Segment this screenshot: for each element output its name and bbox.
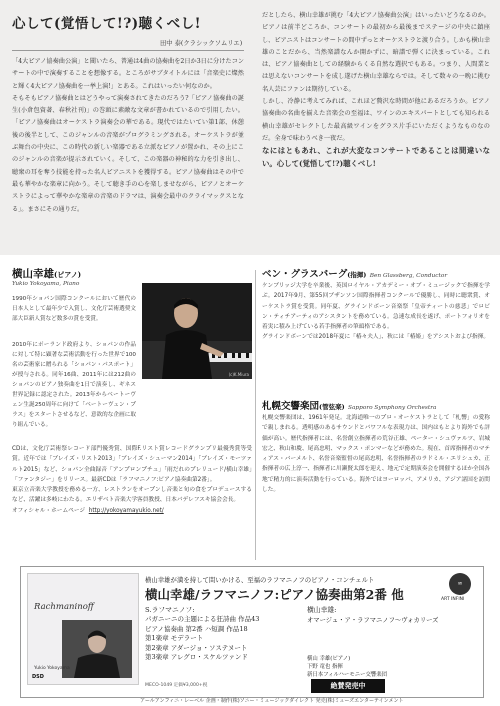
ad-catalog: MECO-1049 定価¥3,000+税	[145, 683, 208, 688]
cover-portrait-image	[62, 620, 132, 678]
track-item: 第3楽章 アレグロ・スケルツァンド	[145, 653, 248, 661]
credit-line: 横山 幸雄(ピアノ)	[307, 656, 351, 662]
on-sale-badge: 絶賛発売中	[311, 679, 385, 693]
essay-author: 田中 泰(クラシックソムリエ)	[160, 40, 243, 47]
essay-column-2	[262, 10, 490, 170]
artist-bio-paragraph: 東京立音楽大学教授を務める一方、レストランをオープンし音楽と旬の食をプロデュースするなど、活躍は多岐にわたる。エリザベト音楽大学客員教授、日本パデレフスキ協会会長。	[12, 487, 252, 504]
cover-artist: Yukio Yokoyama	[34, 666, 70, 671]
track-item: 第2楽章 アダージョ・ソステヌート	[145, 643, 248, 652]
essay-column-1	[12, 56, 244, 216]
conductor-name-en: Ben Glassberg, Conductor	[369, 273, 448, 279]
artist-bio-paragraph: CDは、文化庁芸術祭レコード部門優秀賞、国際F.リスト賞レコードグランプリ最優秀賞等受賞。近年では「ブレイズ・リスト2013」「ブレイズ・シューマン2014」「ブレイズ・モーツァルト2015」など、ショパン全曲録音「アンプロンプチュ」「雨だれのプレリュード/横山幸雄」「ファンタジー」をリリース。最新CDは「ラフマニノフ:ピアノ協奏曲第2番」。	[12, 446, 252, 483]
artist-heading	[12, 266, 81, 281]
disc-logo: DSD	[32, 674, 44, 680]
orchestra-bio-paragraph: 札幌交響楽団は、1961年発足。北海道唯一のプロ・オーケストラとして「札響」の愛称で親しまれる。透明感のあるサウンドとパワフルな表現力は、国内はもとより海外でも評価が高い。歴代指揮者には、名誉創立指揮者の荒谷正雄、ペーター・シュヴァルツ、岩城宏之、秋山和慶、尾高忠明、マックス・ポンマーなどが務めた。現在、首席指揮者のマティアス・バーメルト、名誉音楽監督の尾高忠明、名誉指揮者のラドミル・エリシュカ、正指揮者の広上淳一、指揮者に川瀬賢太郎を迎え、地元で定期演奏会を開催するほか全国各地で精力的に演奏活動を行っている。海外ではヨーロッパ、アメリカ、アジア諸国を訪問した。	[262, 415, 490, 494]
artist-name-en: Yukio Yokoyama, Piano	[12, 281, 80, 287]
artist-name: 横山幸雄	[12, 268, 54, 280]
column-divider	[255, 270, 256, 560]
ad-track-list	[145, 615, 259, 663]
cover-title: Rachmaninoff	[34, 602, 94, 612]
website-label: オフィシャル・ホームページ	[12, 507, 86, 514]
title-divider	[12, 50, 244, 51]
art-infini-logo-icon: ∞	[449, 573, 471, 595]
conductor-bio-paragraph: ケンブリッジ大学を卒業後、英国ロイヤル・アカデミー・オブ・ミュージックで指揮を学ぶ。2017年9月、第55回ブザンソン国際指揮者コンクールで優勝し、同時に聴衆賞、オーケストラ賞を受賞。同年夏、グラインドボーン音楽祭「皇帝ティートの慈悲」でロビン・ティチアーティのアシスタントを務めている。急速な成長を遂げ、ポートフォリオを着実に積み上げている若手指揮者の筆頭格である。	[262, 283, 490, 331]
orchestra-name: 札幌交響楽団	[262, 401, 320, 412]
track-item: ピアノ協奏曲 第2番 ハ短調 作品18	[145, 624, 248, 633]
conductor-heading	[262, 266, 447, 280]
ad-footer: アールアンフィニ・レーベル 企画・制作(株)ソニー・ミュージックダイレクト 発売(株)ミューズエンターテインメント	[140, 698, 404, 704]
cd-advertisement	[20, 566, 484, 698]
essay-paragraph: 「4大ピアノ協奏曲公演」と聞いたら、普通は4曲の協奏曲を2日か3日に分けたコンサートの中で演奏することを想像する。ところがサブタイトルには「音楽史に燦然と輝く4大ピアノ協奏曲を一挙上演!」とある。これはいったい何なのか。	[12, 58, 244, 90]
ad-performer-sub: オマージュ・ア・ラフマニノフ〜ヴォカリーズ	[307, 617, 439, 624]
artist-bio-paragraph: 2010年にポーランド政府より、ショパンの作品に対して特に顕著な芸術活動を行った世界で100名の芸術家に贈られる「ショパン・パスポート」が授与される。同年16曲、2011年には212曲のショパンのピアノ独奏曲を1日で演奏し、ギネス世界記録に認定された。2013年からベートーヴェン生誕250周年に向けて「ベートーヴェン・プラス」をスタートさせるなど、意欲的な企画に取り組んでいる。	[12, 342, 136, 428]
ad-credits	[307, 655, 387, 679]
ad-title: 横山幸雄/ラフマニノフ:ピアノ協奏曲第2番 他	[145, 587, 404, 602]
credit-line: 下野 竜也 指揮	[307, 664, 343, 670]
artist-photo	[142, 283, 252, 379]
ad-tagline: 横山幸雄が満を持して問いかける、至福のラフマニノフのピアノ・コンチェルト	[145, 576, 375, 584]
photo-credit: (c)K.Miura	[228, 372, 249, 377]
essay-section	[0, 0, 500, 255]
essay-closing: なにはともあれ、これが大変なコンサートであることは間違いない。心して(覚悟して!?)聴くべし!	[262, 146, 490, 168]
conductor-bio	[262, 281, 490, 343]
orchestra-heading	[262, 398, 436, 412]
artist-role: (ピアノ)	[54, 270, 82, 279]
credit-line: 新日本フィルハーモニー交響楽団	[307, 672, 388, 678]
artist-bio-paragraph: 1990年ショパン国際コンクールにおいて歴代の日本人として最年少で入賞し、文化庁芸術選奨文部大臣新人賞など数多の賞を受賞。	[12, 296, 136, 322]
track-item: 第1楽章 モデラート	[145, 634, 204, 642]
artist-bio-bottom	[12, 444, 252, 516]
essay-paragraph: だとしたら、横山幸雄が挑む「4大ピアノ協奏曲公演」はいったいどうなるのか。ピアノは前半どころか、コンサートの最初から最後までステージの中央に鎮座し、ピアニストはコンサートの間中ずっとオーケストラと渡り合う。しかも横山幸雄のことだから、当然楽譜なんか開かずに、暗譜で弾くに決まっている。これは、ピアノ協奏曲としての経験からくる自然な選択でもある。つまり、人間業とは思えないコンサートを成し遂げた横山幸雄ならでは。そして数々の一晩に挑む名人芸にファンは期待している。	[262, 12, 491, 93]
artist-bio-top	[12, 294, 136, 324]
conductor-role: (指揮)	[347, 271, 367, 279]
essay-title: 心して(覚悟して!?)聴くべし!	[12, 16, 202, 32]
conductor-bio-paragraph: グラインドボーンでは2018年夏に「椿々夫人」、秋には「椿姫」をアシストおよび指揮。	[262, 334, 490, 341]
essay-paragraph: しかし、冷静に考えてみれば、これほど贅沢な時間が他にあるだろうか。ピアノ協奏曲の名曲を揃えた音楽会の至福は、ワインのエキスパートとしても知られる横山幸雄がセレクトした最高級ワインをグラス片手にいただくようなものなのだ。全身で味わうべき一夜だ。	[262, 98, 490, 142]
track-item: パガニーニの主題による狂詩曲 作品43	[145, 615, 260, 623]
logo-label: ART INFINI	[441, 597, 465, 602]
essay-paragraph: そもそもピアノ協奏曲とはどうやって演奏されてきたのだろう?「ピアノ協奏曲の誕生(小倉包資著、春秋社刊)」の巻頭に素敵な文章が書かれているので引用したい。「ピアノ協奏曲はオーケストラ演奏会の華である。現代ではたいてい第1部、休憩後の後半として、このジャンルの音楽がプログラミングされる。オーケストラが並ぶ舞台の中央に、この時代の新しい楽器である立派なピアノが置かれ、その上にこのジャンルの音楽が提示されていく。そして、この楽器の神秘的な力を引き出し、聴衆の耳を奪う技能を持った名人ピアニストを獲得する。ピアノ協奏曲はその中で最も華やかな楽章に向かう。そして聴き手の心を楽しませながら、ピアノとオーケストラによって華やかな楽章の音楽のドラマは、演奏会最中のクライマックスとなる」。まさにその通りだ。	[12, 94, 244, 213]
conductor-name: ベン・グラスバーグ	[262, 269, 348, 280]
website-link[interactable]: http://yokoyamayukio.net/	[88, 507, 164, 514]
orchestra-name-en: Sapporo Symphony Orchestra	[347, 405, 437, 411]
artist-bio-mid	[12, 340, 136, 430]
orchestra-role: (管弦楽)	[319, 403, 345, 411]
cover-photo	[62, 620, 132, 678]
orchestra-bio	[262, 413, 490, 495]
ad-performer-head: 横山幸雄:	[307, 606, 337, 614]
pianist-image	[142, 283, 252, 379]
website-line	[12, 506, 252, 516]
ad-composer: S.ラフマニノフ:	[145, 606, 195, 614]
cd-cover	[27, 573, 139, 685]
